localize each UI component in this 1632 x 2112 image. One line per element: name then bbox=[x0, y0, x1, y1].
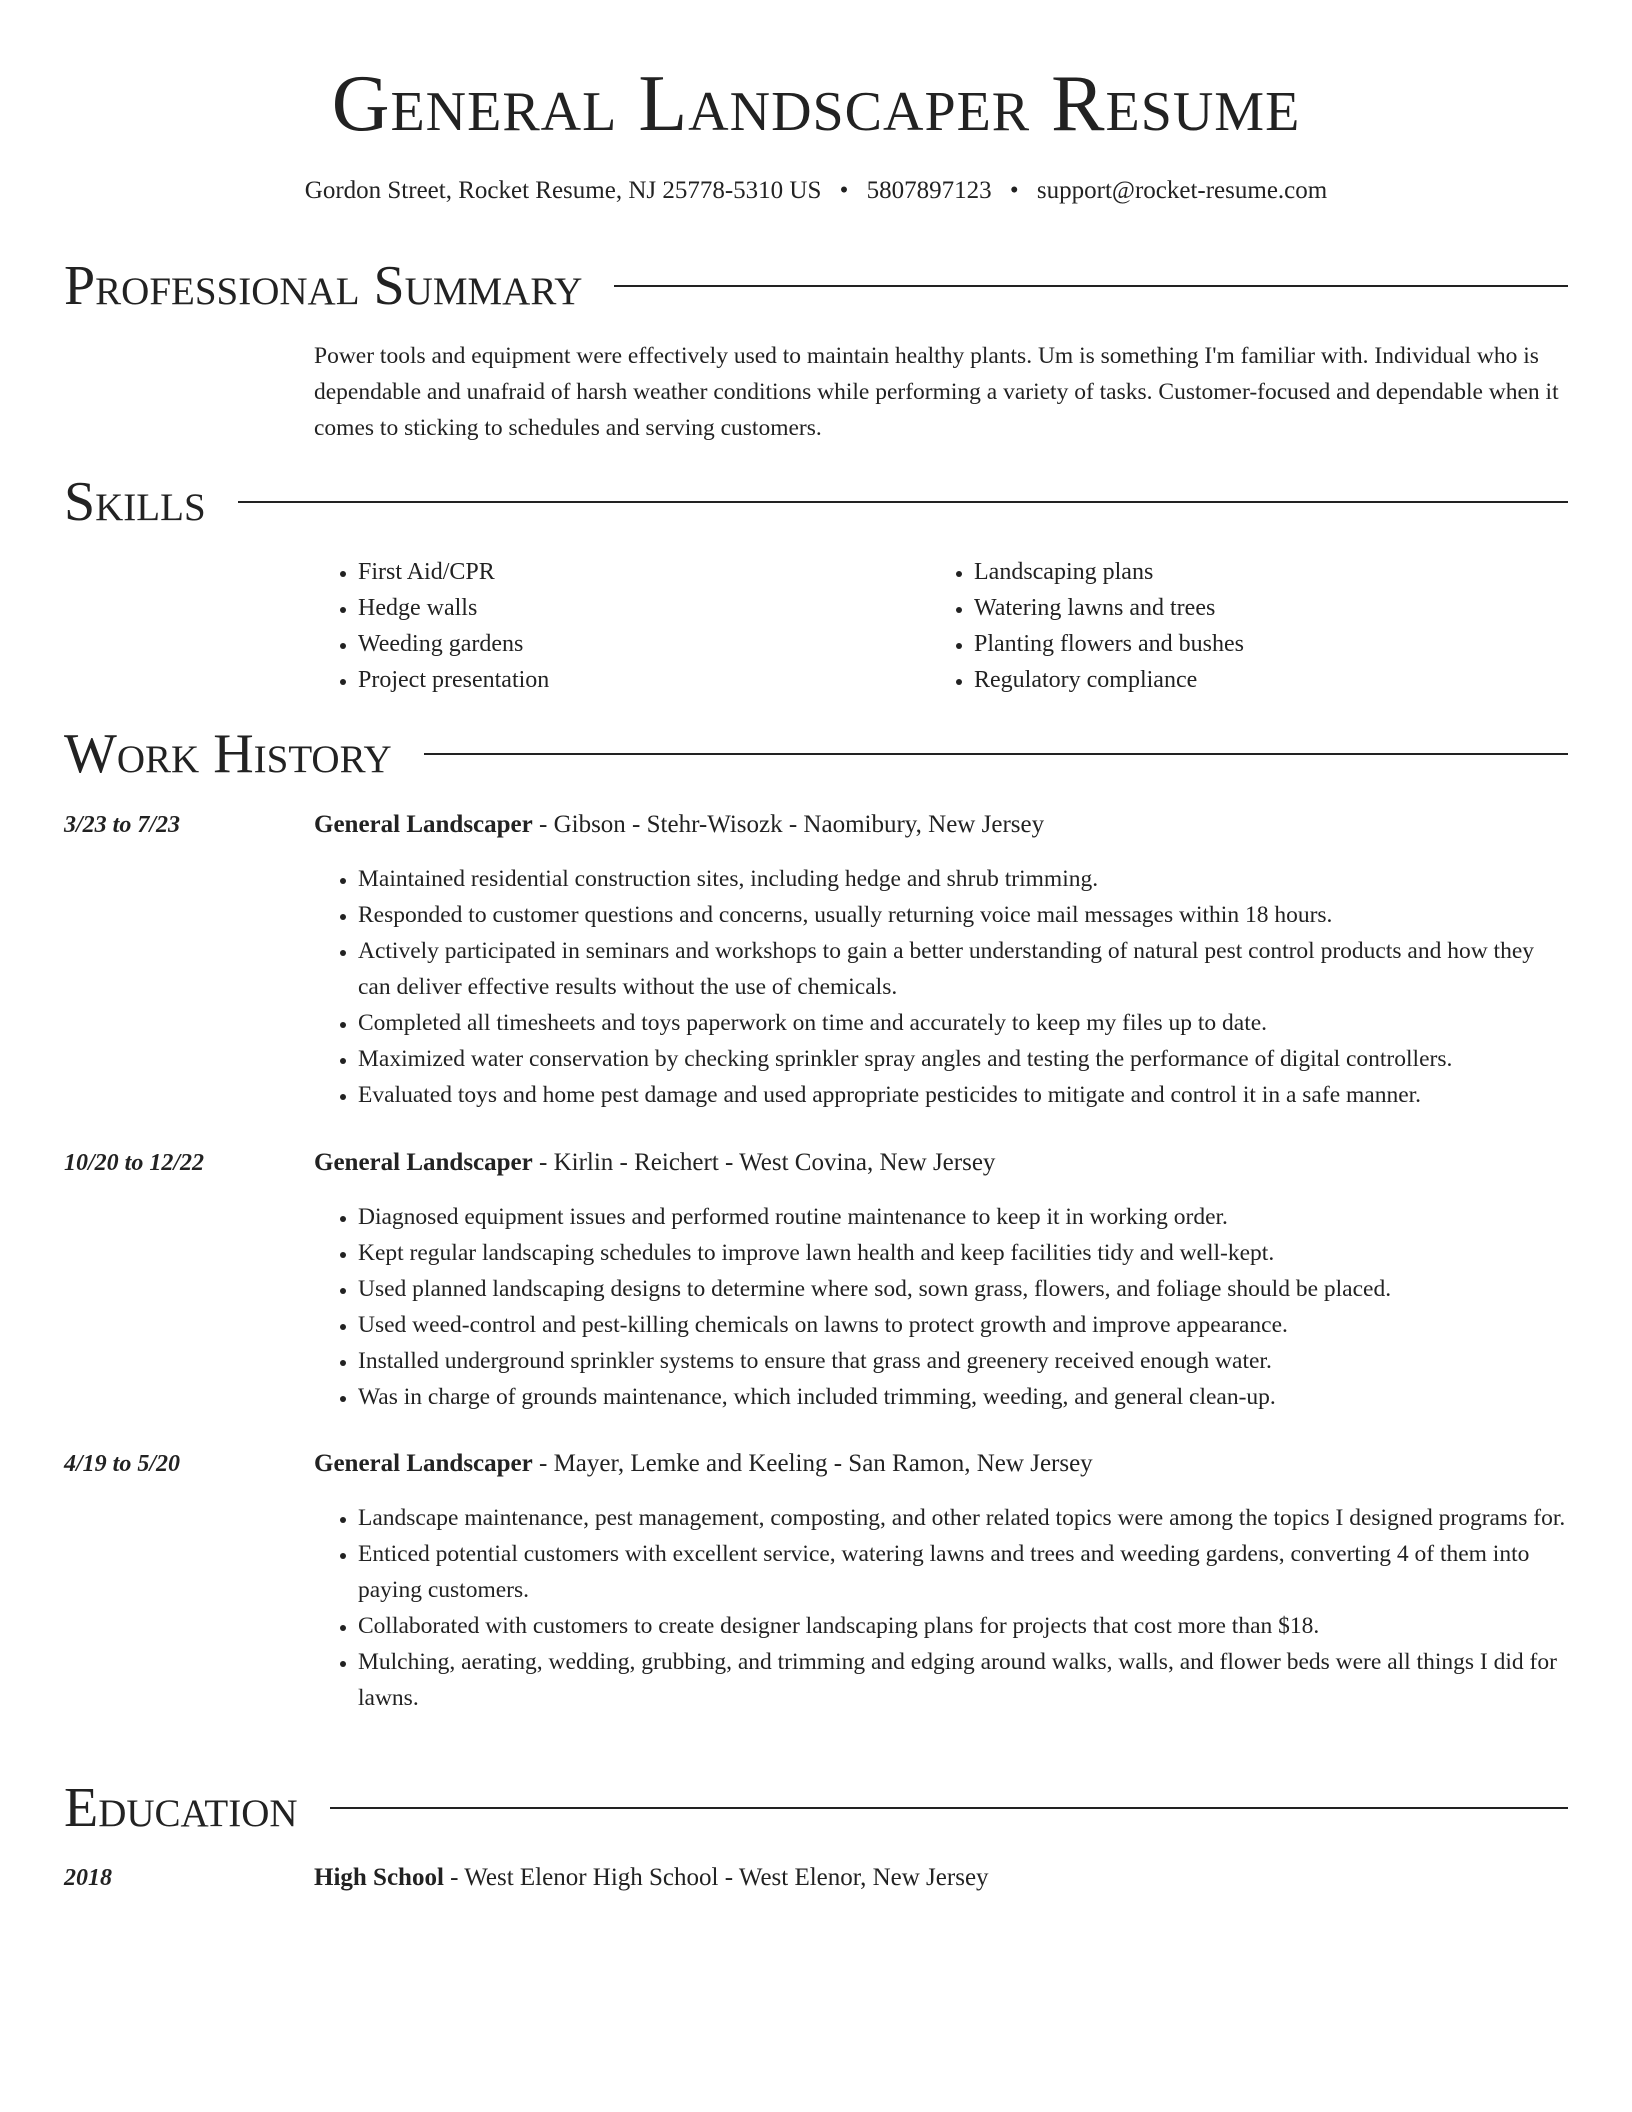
job-title: General Landscaper bbox=[314, 811, 533, 838]
contact-email: support@rocket-resume.com bbox=[1036, 177, 1328, 204]
job-bullet: • Evaluated toys and home pest damage and used appropriate pesticides to mitigate and control it in a safe manner. bbox=[358, 1077, 1568, 1113]
job-headline bbox=[314, 1145, 1568, 1181]
job-bullet: • Mulching, aerating, wedding, grubbing, and trimming and edging around walks, walls, and flower beds were all things I did for lawns. bbox=[358, 1644, 1568, 1716]
skill-item: • Watering lawns and trees bbox=[974, 590, 1574, 626]
skills-list-left bbox=[314, 554, 928, 698]
job-bullet: • Collaborated with customers to create designer landscaping plans for projects that cost more than $18. bbox=[358, 1608, 1568, 1644]
job-bullet: • Kept regular landscaping schedules to improve lawn health and keep facilities tidy and well-kept. bbox=[358, 1235, 1568, 1271]
skill-item: • Hedge walls bbox=[358, 590, 928, 626]
job-bullets bbox=[314, 1500, 1568, 1716]
skill-item: • Project presentation bbox=[358, 662, 928, 698]
contact-address: Gordon Street, Rocket Resume, NJ 25778-5310 US bbox=[304, 177, 822, 204]
job-bullet: • Completed all timesheets and toys paperwork on time and accurately to keep my files up to date. bbox=[358, 1005, 1568, 1041]
job-bullet: • Responded to customer questions and concerns, usually returning voice mail messages within 18 hours. bbox=[358, 897, 1568, 933]
job-bullet: • Enticed potential customers with excellent service, watering lawns and trees and weeding gardens, converting 4 of them into paying customers. bbox=[358, 1536, 1568, 1608]
education-school: - West Elenor High School - West Elenor, New Jersey bbox=[443, 1864, 989, 1891]
job-bullet: • Used weed-control and pest-killing chemicals on lawns to protect growth and improve appearance. bbox=[358, 1307, 1568, 1343]
job-bullet: • Landscape maintenance, pest management, composting, and other related topics were among the topics I designed programs for. bbox=[358, 1500, 1568, 1536]
skill-item: • Planting flowers and bushes bbox=[974, 626, 1574, 662]
skill-item: • Weeding gardens bbox=[358, 626, 928, 662]
section-title-work-history: Work History bbox=[64, 723, 392, 785]
summary-text: Power tools and equipment were effectively used to maintain healthy plants. Um is something I'm familiar with. Individual who is dependable and unafraid of harsh weather conditions while performing a variety of tasks. Customer-focused and dependable when it comes to sticking to schedules and serving customers. bbox=[314, 343, 1559, 441]
job-bullet: • Installed underground sprinkler systems to ensure that grass and greenery received enough water. bbox=[358, 1343, 1568, 1379]
job-dates: 10/20 to 12/22 bbox=[64, 1150, 205, 1176]
job-dates: 4/19 to 5/20 bbox=[64, 1451, 181, 1477]
job-dates: 3/23 to 7/23 bbox=[64, 812, 181, 838]
job-headline bbox=[314, 1446, 1568, 1482]
job-title: General Landscaper bbox=[314, 1450, 533, 1477]
skill-item: • Landscaping plans bbox=[974, 554, 1574, 590]
section-header-skills bbox=[64, 470, 1568, 534]
section-header-education bbox=[64, 1776, 1568, 1840]
job-bullets bbox=[314, 861, 1568, 1113]
contact-phone: 5807897123 bbox=[866, 177, 992, 204]
education-date: 2018 bbox=[64, 1865, 112, 1891]
contact-line bbox=[0, 174, 1632, 208]
section-title-summary: Professional Summary bbox=[64, 255, 583, 317]
section-divider bbox=[614, 285, 1568, 287]
job-bullet: • Actively participated in seminars and workshops to gain a better understanding of natural pest control products and how they can deliver effective results without the use of chemicals. bbox=[358, 933, 1568, 1005]
job-bullet: • Maintained residential construction sites, including hedge and shrub trimming. bbox=[358, 861, 1568, 897]
contact-separator: • bbox=[1009, 177, 1019, 204]
job-headline bbox=[314, 807, 1568, 843]
section-header-work-history bbox=[64, 722, 1568, 786]
skill-item: • First Aid/CPR bbox=[358, 554, 928, 590]
section-title-education: Education bbox=[64, 1777, 298, 1839]
skills-list-right bbox=[930, 554, 1574, 698]
job-bullet: • Diagnosed equipment issues and performed routine maintenance to keep it in working order. bbox=[358, 1199, 1568, 1235]
contact-separator: • bbox=[839, 177, 849, 204]
job-bullet: • Maximized water conservation by checking sprinkler spray angles and testing the performance of digital controllers. bbox=[358, 1041, 1568, 1077]
job-employer: - Gibson - Stehr-Wisozk - Naomibury, New Jersey bbox=[532, 811, 1045, 838]
section-header-summary bbox=[64, 254, 1568, 318]
job-employer: - Mayer, Lemke and Keeling - San Ramon, New Jersey bbox=[532, 1450, 1093, 1477]
job-bullet: • Was in charge of grounds maintenance, which included trimming, weeding, and general clean-up. bbox=[358, 1379, 1568, 1415]
education-headline bbox=[314, 1860, 1568, 1896]
section-divider bbox=[424, 753, 1568, 755]
section-title-skills: Skills bbox=[64, 471, 206, 533]
job-bullets bbox=[314, 1199, 1568, 1415]
section-divider bbox=[330, 1807, 1568, 1809]
section-divider bbox=[238, 501, 1568, 503]
job-title: General Landscaper bbox=[314, 1149, 533, 1176]
skill-item: • Regulatory compliance bbox=[974, 662, 1574, 698]
education-title: High School bbox=[314, 1864, 444, 1891]
job-bullet: • Used planned landscaping designs to determine where sod, sown grass, flowers, and foliage should be placed. bbox=[358, 1271, 1568, 1307]
job-employer: - Kirlin - Reichert - West Covina, New Jersey bbox=[532, 1149, 996, 1176]
resume-title: General Landscaper Resume bbox=[331, 60, 1301, 148]
